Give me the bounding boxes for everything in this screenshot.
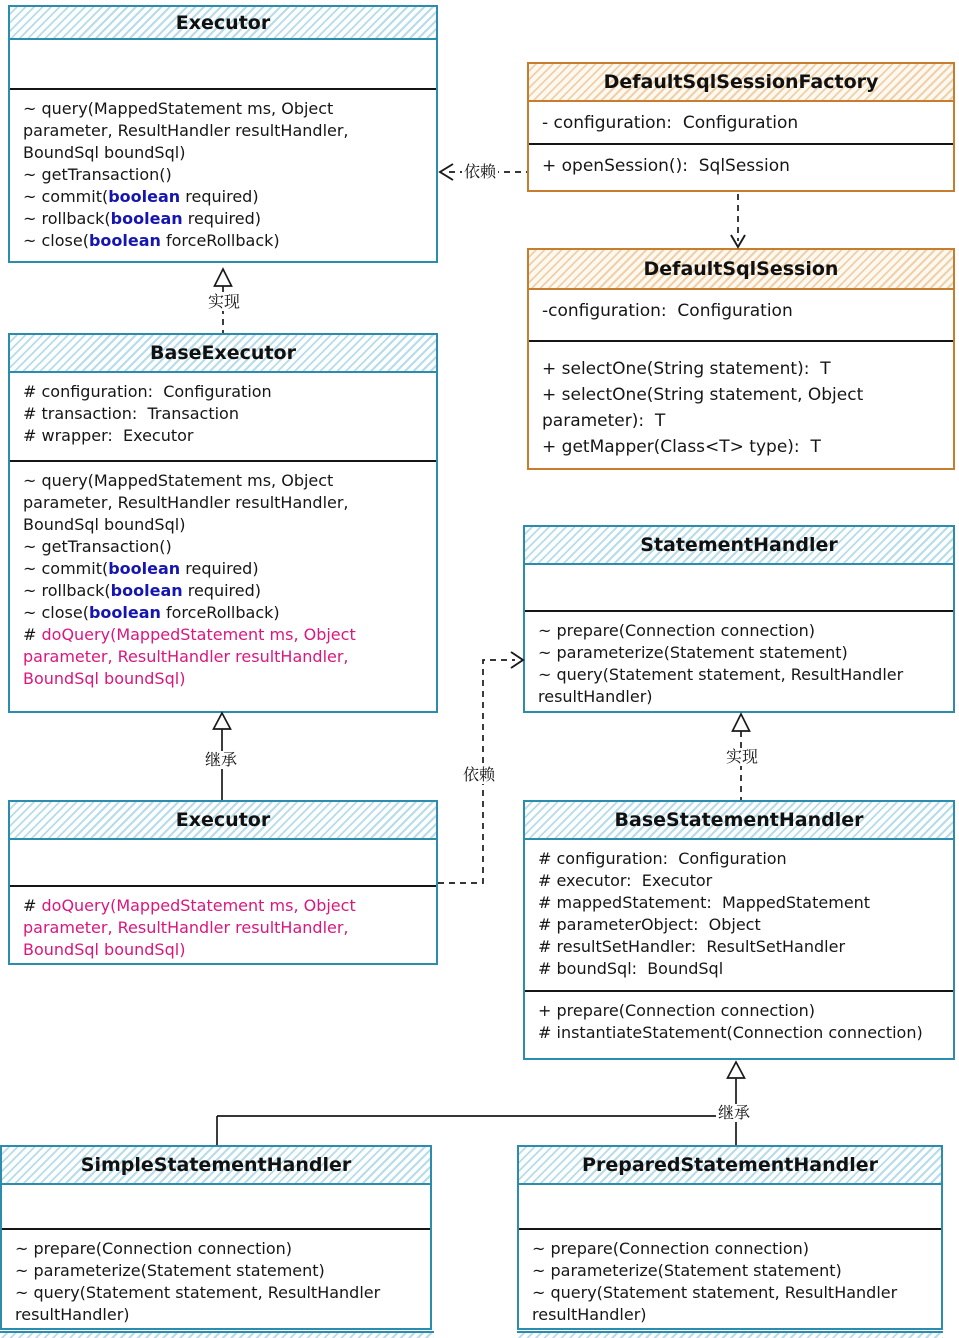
hollow-triangle-icon	[728, 1062, 745, 1078]
member-line: ~ query(Statement statement, ResultHandler resultHandler)	[15, 1283, 386, 1324]
label-inherit-statementhandler: 继承	[718, 1103, 751, 1122]
member-line: ~ query(MappedStatement ms, Object parameter, ResultHandler resultHandler, BoundSql boundSql)	[23, 99, 354, 162]
label-realize-statementhandler: 实现	[726, 747, 759, 766]
hollow-triangle-icon	[214, 713, 231, 729]
class-statementhandler	[523, 525, 955, 713]
member-line: -configuration: Configuration	[542, 301, 793, 321]
methods-compartment	[10, 887, 436, 963]
member-line: ~ prepare(Connection connection)	[532, 1239, 810, 1258]
member-line: # transaction: Transaction	[23, 404, 239, 423]
member-line: + openSession(): SqlSession	[542, 156, 790, 176]
member-line: # wrapper: Executor	[23, 426, 194, 445]
class-header	[529, 64, 953, 102]
member-line: + selectOne(String statement, Object parameter): T	[542, 385, 869, 431]
member-line: ~ close(boolean forceRollback)	[23, 231, 280, 250]
class-title: Executor	[175, 809, 271, 831]
attributes-compartment	[529, 290, 953, 342]
class-header	[529, 250, 953, 290]
methods-compartment	[529, 342, 953, 468]
attributes-compartment	[2, 1185, 430, 1230]
open-arrowhead-icon	[511, 652, 523, 668]
member-line: # mappedStatement: MappedStatement	[538, 893, 871, 912]
member-line: - configuration: Configuration	[542, 113, 799, 133]
class-preparedstatementhandler	[517, 1145, 943, 1330]
cropped-box-edge	[517, 1331, 943, 1338]
member-line: # parameterObject: Object	[538, 915, 761, 934]
label-depend-statementhandler: 依赖	[463, 765, 496, 784]
attributes-compartment	[525, 840, 953, 992]
methods-compartment	[525, 612, 953, 711]
class-header	[10, 335, 436, 373]
class-title: DefaultSqlSession	[643, 258, 839, 280]
hollow-triangle-icon	[733, 714, 750, 731]
class-executor-interface	[8, 5, 438, 263]
attributes-compartment	[529, 102, 953, 145]
attributes-compartment	[525, 565, 953, 612]
label-inherit-executor: 继承	[205, 750, 238, 769]
member-line: ~ commit(boolean required)	[23, 187, 259, 206]
member-line: ~ prepare(Connection connection)	[15, 1239, 293, 1258]
class-title: BaseExecutor	[150, 342, 296, 364]
member-line: ~ parameterize(Statement statement)	[15, 1261, 325, 1280]
methods-compartment	[10, 462, 436, 711]
label-depend-factory: 依赖	[464, 162, 497, 181]
member-line: # configuration: Configuration	[538, 849, 787, 868]
open-arrowhead-icon	[440, 164, 453, 180]
methods-compartment	[529, 145, 953, 190]
member-line: ~ rollback(boolean required)	[23, 581, 262, 600]
methods-compartment	[10, 90, 436, 261]
attributes-compartment	[10, 373, 436, 462]
attributes-compartment	[519, 1185, 941, 1230]
member-line: # resultSetHandler: ResultSetHandler	[538, 937, 846, 956]
methods-compartment	[519, 1230, 941, 1328]
class-header	[525, 527, 953, 565]
member-line: # instantiateStatement(Connection connection)	[538, 1023, 923, 1042]
member-line: # doQuery(MappedStatement ms, Object parameter, ResultHandler resultHandler, BoundSql boundSql)	[23, 625, 361, 688]
class-title: Executor	[175, 11, 271, 34]
class-simplestatementhandler	[0, 1145, 432, 1330]
class-header	[10, 802, 436, 840]
class-title: BaseStatementHandler	[614, 809, 864, 831]
member-line: ~ close(boolean forceRollback)	[23, 603, 280, 622]
label-realize-executor: 实现	[208, 292, 241, 311]
member-line: + selectOne(String statement): T	[542, 359, 831, 379]
class-defaultsqlsessionfactory	[527, 62, 955, 192]
member-line: ~ query(Statement statement, ResultHandler resultHandler)	[532, 1283, 903, 1324]
hollow-triangle-icon	[215, 269, 232, 286]
class-basestatementhandler	[523, 800, 955, 1060]
member-line: + prepare(Connection connection)	[538, 1001, 816, 1020]
class-title: PreparedStatementHandler	[582, 1154, 878, 1176]
member-line: + getMapper(Class<T> type): T	[542, 437, 821, 457]
attributes-compartment	[10, 40, 436, 90]
member-line: # doQuery(MappedStatement ms, Object parameter, ResultHandler resultHandler, BoundSql boundSql)	[23, 896, 361, 959]
class-title: DefaultSqlSessionFactory	[603, 71, 879, 93]
member-line: ~ parameterize(Statement statement)	[532, 1261, 842, 1280]
class-defaultsqlsession	[527, 248, 955, 470]
methods-compartment	[525, 992, 953, 1058]
member-line: ~ query(MappedStatement ms, Object parameter, ResultHandler resultHandler, BoundSql boundSql)	[23, 471, 354, 534]
class-header	[525, 802, 953, 840]
attributes-compartment	[10, 840, 436, 887]
member-line: ~ prepare(Connection connection)	[538, 621, 816, 640]
class-header	[10, 7, 436, 40]
member-line: ~ getTransaction()	[23, 537, 172, 556]
class-header	[2, 1147, 430, 1185]
methods-compartment	[2, 1230, 430, 1328]
class-header	[519, 1147, 941, 1185]
member-line: # configuration: Configuration	[23, 382, 272, 401]
member-line: # executor: Executor	[538, 871, 713, 890]
member-line: # boundSql: BoundSql	[538, 959, 724, 978]
member-line: ~ rollback(boolean required)	[23, 209, 262, 228]
class-baseexecutor	[8, 333, 438, 713]
class-title: StatementHandler	[640, 534, 838, 556]
cropped-box-edge	[0, 1331, 434, 1338]
class-title: SimpleStatementHandler	[80, 1154, 352, 1176]
member-line: ~ getTransaction()	[23, 165, 172, 184]
member-line: ~ query(Statement statement, ResultHandler resultHandler)	[538, 665, 909, 706]
member-line: ~ parameterize(Statement statement)	[538, 643, 848, 662]
open-arrowhead-icon	[731, 235, 745, 247]
member-line: ~ commit(boolean required)	[23, 559, 259, 578]
class-executor-impl	[8, 800, 438, 965]
